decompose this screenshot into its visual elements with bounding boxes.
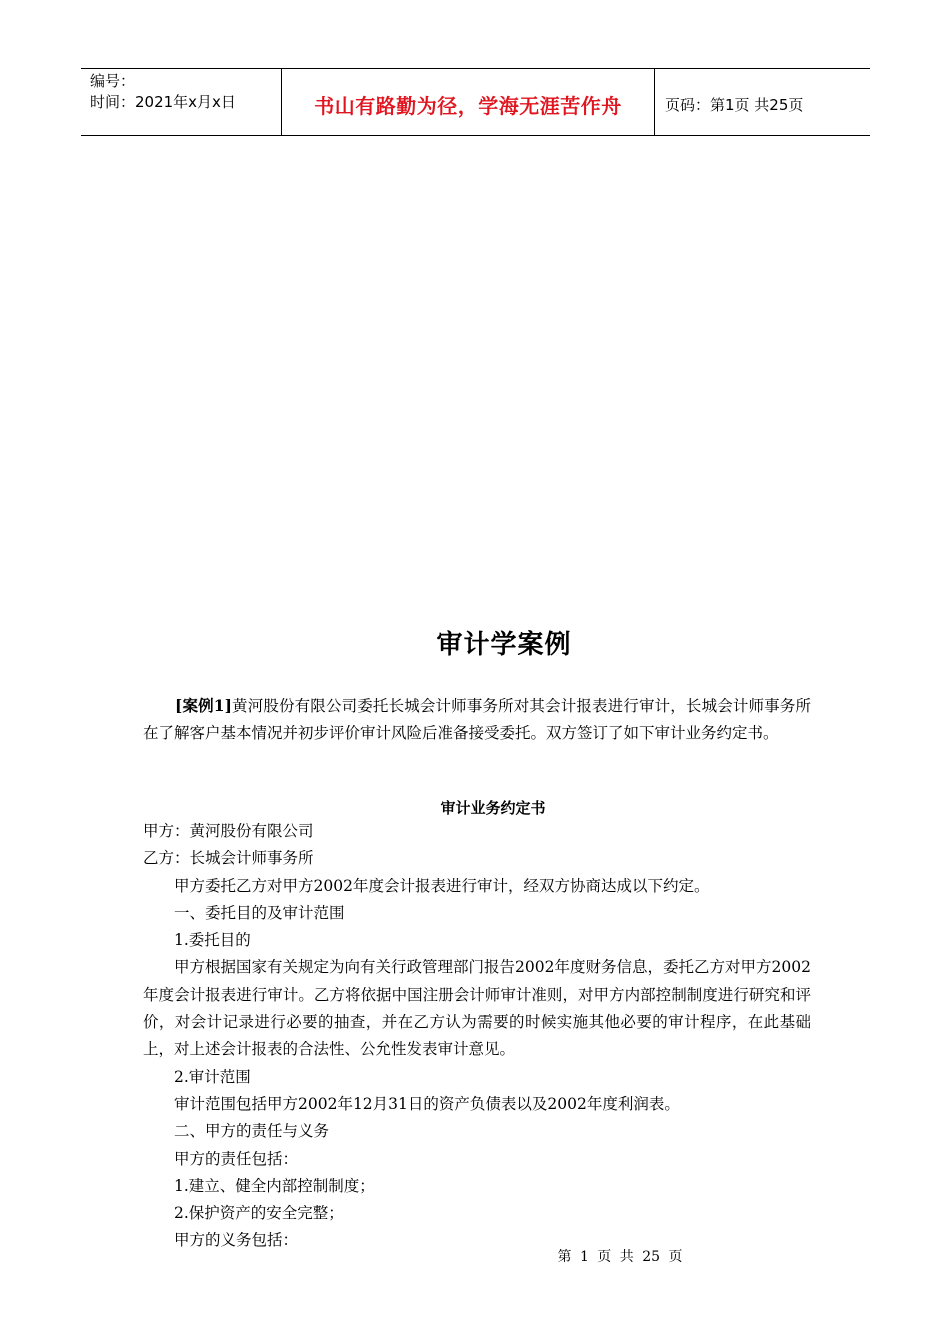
contract-preamble: 甲方委托乙方对甲方2002年度会计报表进行审计，经双方协商达成以下约定。 — [174, 876, 710, 895]
responsibility-item-2: 2.保护资产的安全完整； — [174, 1204, 344, 1223]
document-title: 审计学案例 — [436, 630, 572, 660]
header-meta — [81, 69, 282, 135]
page-footer: 第 1 页 共 25 页 — [557, 1249, 683, 1265]
responsibility-item-1: 1.建立、健全内部控制制度； — [174, 1176, 375, 1195]
subsection-scope: 2.审计范围 — [174, 1067, 251, 1086]
page-header — [81, 68, 870, 136]
purpose-paragraph: 甲方根据国家有关规定为向有关行政管理部门报告2002年度财务信息，委托乙方对甲方2002年度会计报表进行审计。乙方将依据中国注册会计师审计准则，对甲方内部控制制度进行研究和评价，对会计记录进行必要的抽查，并在乙方认为需要的时候实施其他必要的审计程序，在此基础上，对上述会计报表的合法性、公允性发表审计意见。 — [143, 958, 811, 1059]
case-label: [案例1] — [175, 696, 232, 715]
contract-body — [143, 818, 811, 1255]
responsibility-intro: 甲方的责任包括： — [174, 1149, 299, 1168]
scope-paragraph: 审计范围包括甲方2002年12月31日的资产负债表以及2002年度利润表。 — [174, 1094, 680, 1113]
party-b: 乙方：长城会计师事务所 — [143, 849, 314, 868]
header-page-info: 页码：第1页 共25页 — [665, 95, 804, 114]
intro-paragraph — [143, 692, 811, 748]
party-a: 甲方：黄河股份有限公司 — [143, 822, 314, 840]
intro-text: 黄河股份有限公司委托长城会计师事务所对其会计报表进行审计，长城会计师事务所在了解客户基本情况并初步评价审计风险后准备接受委托。双方签订了如下审计业务约定书。 — [143, 697, 811, 743]
contract-title: 审计业务约定书 — [440, 799, 546, 817]
section-heading-1: 一、委托目的及审计范围 — [174, 903, 345, 922]
number-label: 编号： — [90, 72, 136, 90]
section-heading-2: 二、甲方的责任与义务 — [174, 1122, 330, 1141]
obligation-intro: 甲方的义务包括： — [174, 1231, 299, 1250]
time-label: 时间：2021年x月x日 — [90, 93, 236, 111]
header-motto: 书山有路勤为径，学海无涯苦作舟 — [282, 69, 655, 135]
subsection-purpose: 1.委托目的 — [174, 931, 251, 950]
